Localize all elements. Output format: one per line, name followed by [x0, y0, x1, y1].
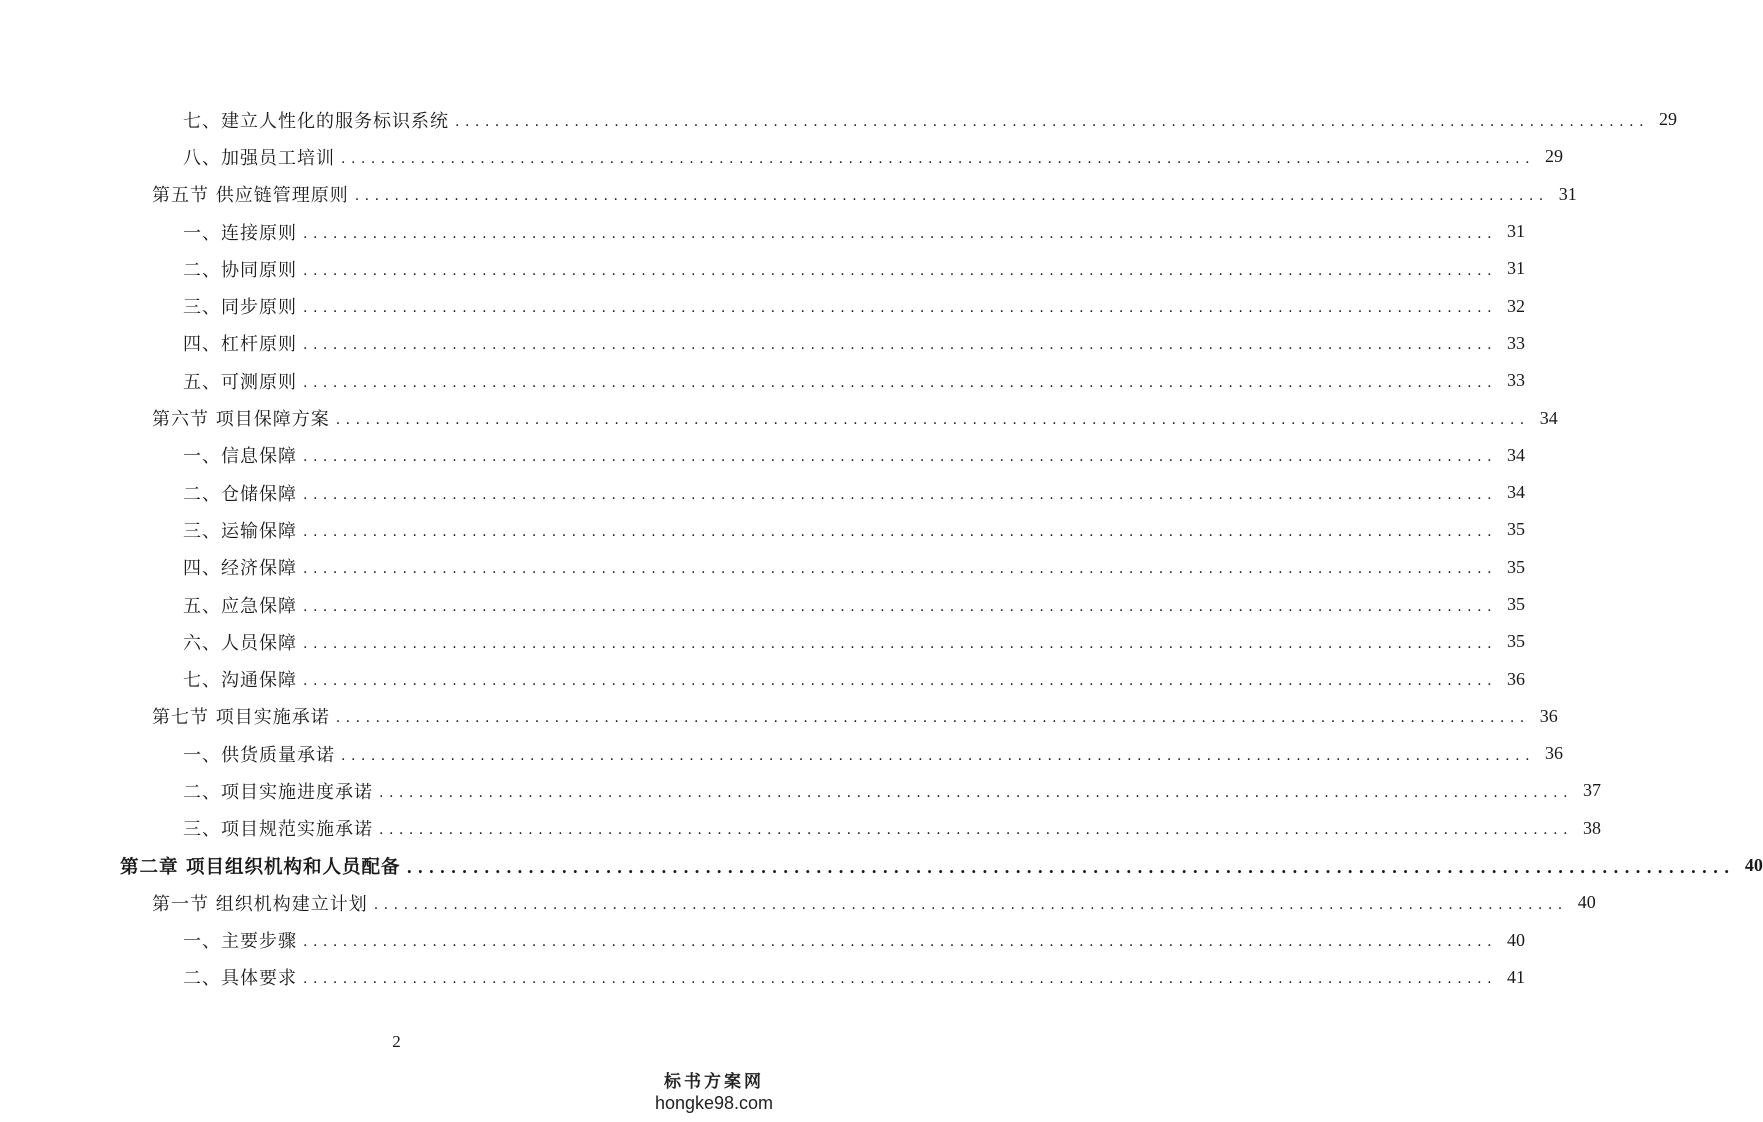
toc-entry-title: 二、协同原则 — [183, 259, 297, 281]
toc-entry[interactable] — [0, 399, 1558, 436]
page-number: 2 — [392, 1032, 401, 1051]
toc-entry-page: 38 — [1583, 817, 1602, 838]
toc-leader-dots: ........................................................................................................................ — [341, 747, 1536, 764]
toc-entry-page: 35 — [1507, 594, 1526, 614]
toc-entry-title: 四、杠杆原则 — [183, 334, 297, 356]
toc-leader-dots: ........................................................................................................................ — [303, 934, 1498, 951]
toc-entry-page: 29 — [1545, 146, 1564, 167]
toc-leader-dots: ........................................................................................................................ — [303, 635, 1498, 652]
toc-entry[interactable] — [0, 586, 1526, 623]
toc-entry-page: 35 — [1507, 519, 1526, 540]
toc-entry-page: 33 — [1507, 370, 1526, 391]
toc-entry-title: 八、加强员工培训 — [183, 147, 335, 169]
toc-entry-page: 34 — [1539, 407, 1558, 428]
toc-entry-title: 五、应急保障 — [183, 595, 297, 617]
toc-entry[interactable] — [0, 437, 1526, 474]
toc-entry-title: 一、主要步骤 — [183, 931, 297, 953]
toc-entry-title: 三、同步原则 — [183, 297, 297, 319]
toc-entry-title: 三、项目规范实施承诺 — [183, 819, 373, 841]
toc-leader-dots: ........................................................................................................................ — [303, 523, 1498, 540]
toc-entry-page: 33 — [1507, 332, 1526, 353]
toc-entry[interactable] — [0, 511, 1526, 548]
toc-leader-dots: ........................................................................................................................ — [455, 113, 1650, 130]
toc-leader-dots: ........................................................................................................................ — [303, 561, 1498, 578]
toc-entry-page: 40 — [1507, 929, 1526, 950]
toc-entry[interactable] — [0, 922, 1526, 959]
toc-entry-page: 36 — [1545, 743, 1564, 764]
toc-entry[interactable] — [0, 847, 1763, 884]
toc-entry-title: 一、信息保障 — [183, 446, 297, 468]
toc-leader-dots: ........................................................................................................................ — [303, 449, 1498, 466]
toc-entry-page: 34 — [1507, 444, 1526, 465]
toc-entry[interactable] — [0, 138, 1564, 175]
toc-leader-dots: ........................................................................................................................ — [379, 822, 1574, 839]
toc-entry-page: 36 — [1539, 705, 1558, 726]
toc-entry-page: 32 — [1507, 295, 1526, 316]
toc-entry-page: 34 — [1507, 482, 1526, 503]
toc-entry[interactable] — [0, 735, 1564, 772]
toc-leader-dots: ........................................................................................................................ — [303, 225, 1498, 242]
toc-entry-page: 31 — [1507, 258, 1526, 279]
toc-entry-title: 六、人员保障 — [183, 632, 297, 654]
toc-entry[interactable] — [0, 549, 1526, 586]
toc-leader-dots: ........................................................................................................................ — [354, 188, 1549, 205]
toc-entry-title: 七、沟通保障 — [183, 670, 297, 692]
toc-leader-dots: ........................................................................................................................ — [335, 710, 1530, 727]
toc-entry[interactable] — [0, 660, 1526, 697]
toc-entry[interactable] — [0, 213, 1526, 250]
watermark-url: hongke98.com — [654, 1093, 774, 1113]
toc-entry[interactable] — [0, 884, 1596, 921]
toc-leader-dots: ........................................................................................................................ — [373, 896, 1568, 913]
toc-leader-dots: ........................................................................................................................ — [303, 337, 1498, 354]
toc-entry-title: 一、连接原则 — [183, 222, 297, 244]
toc-entry-page: 35 — [1507, 556, 1526, 577]
toc-entry[interactable] — [0, 623, 1526, 660]
toc-entry-title: 三、运输保障 — [183, 520, 297, 542]
toc-entry-title: 第五节 供应链管理原则 — [152, 185, 349, 207]
toc-leader-dots: ........................................................................................................................ — [303, 262, 1498, 279]
toc-entry[interactable] — [0, 810, 1602, 847]
toc-entry-title: 第六节 项目保障方案 — [152, 409, 330, 431]
toc-entry-title: 第二章 项目组织机构和人员配备 — [120, 856, 401, 878]
toc-entry-title: 五、可测原则 — [183, 371, 297, 393]
toc-entry[interactable] — [0, 362, 1526, 399]
toc-entry-page: 41 — [1507, 966, 1526, 987]
watermark-logo — [649, 1067, 779, 1114]
toc-entry[interactable] — [0, 250, 1526, 287]
toc-entry[interactable] — [0, 772, 1602, 809]
toc-leader-dots: ........................................................................................................................ — [335, 412, 1530, 429]
toc-entry-page: 31 — [1507, 221, 1526, 242]
toc-leader-dots: ........................................................................................................................ — [303, 673, 1498, 690]
toc-entry-title: 四、经济保障 — [183, 558, 297, 580]
toc-entry[interactable] — [0, 325, 1526, 362]
toc-entry-title: 第一节 组织机构建立计划 — [152, 893, 368, 915]
toc-leader-dots: ........................................................................................................................ — [341, 150, 1536, 167]
toc-leader-dots: ........................................................................................................................ — [303, 300, 1498, 317]
toc-entry-title: 二、仓储保障 — [183, 483, 297, 505]
toc-entry-title: 一、供货质量承诺 — [183, 744, 335, 766]
toc-leader-dots: ........................................................................................................................ — [303, 971, 1498, 988]
toc-entry-page: 36 — [1507, 668, 1526, 689]
toc-leader-dots: ........................................................................................................................ — [303, 598, 1498, 615]
toc-leader-dots: ........................................................................................................................ — [303, 374, 1498, 391]
toc-entry-title: 二、项目实施进度承诺 — [183, 781, 373, 803]
toc-entry-page: 40 — [1577, 892, 1596, 913]
watermark-cn: 标书方案网 — [664, 1072, 764, 1092]
toc-entry-page: 40 — [1744, 855, 1763, 876]
toc-leader-dots: ........................................................................................................................ — [379, 784, 1574, 801]
toc-leader-dots: ........................................................................................................................ — [303, 486, 1498, 503]
toc-entry-title: 二、具体要求 — [183, 968, 297, 990]
toc-entry[interactable] — [0, 101, 1678, 138]
toc-entry-page: 31 — [1558, 183, 1577, 204]
toc-entry-page: 37 — [1583, 780, 1602, 801]
toc-entry[interactable] — [0, 474, 1526, 511]
toc-entry-title: 七、建立人性化的服务标识系统 — [183, 110, 449, 132]
toc-entry[interactable] — [0, 287, 1526, 324]
toc-entry[interactable] — [0, 698, 1558, 735]
toc-entry-title: 第七节 项目实施承诺 — [152, 707, 330, 729]
toc-leader-dots: ........................................................................................................................ — [406, 858, 1735, 878]
toc-entry[interactable] — [0, 176, 1577, 213]
table-of-contents — [0, 101, 1763, 996]
toc-entry-page: 35 — [1507, 631, 1526, 652]
toc-entry-page: 29 — [1659, 109, 1678, 130]
toc-entry[interactable] — [0, 959, 1526, 996]
